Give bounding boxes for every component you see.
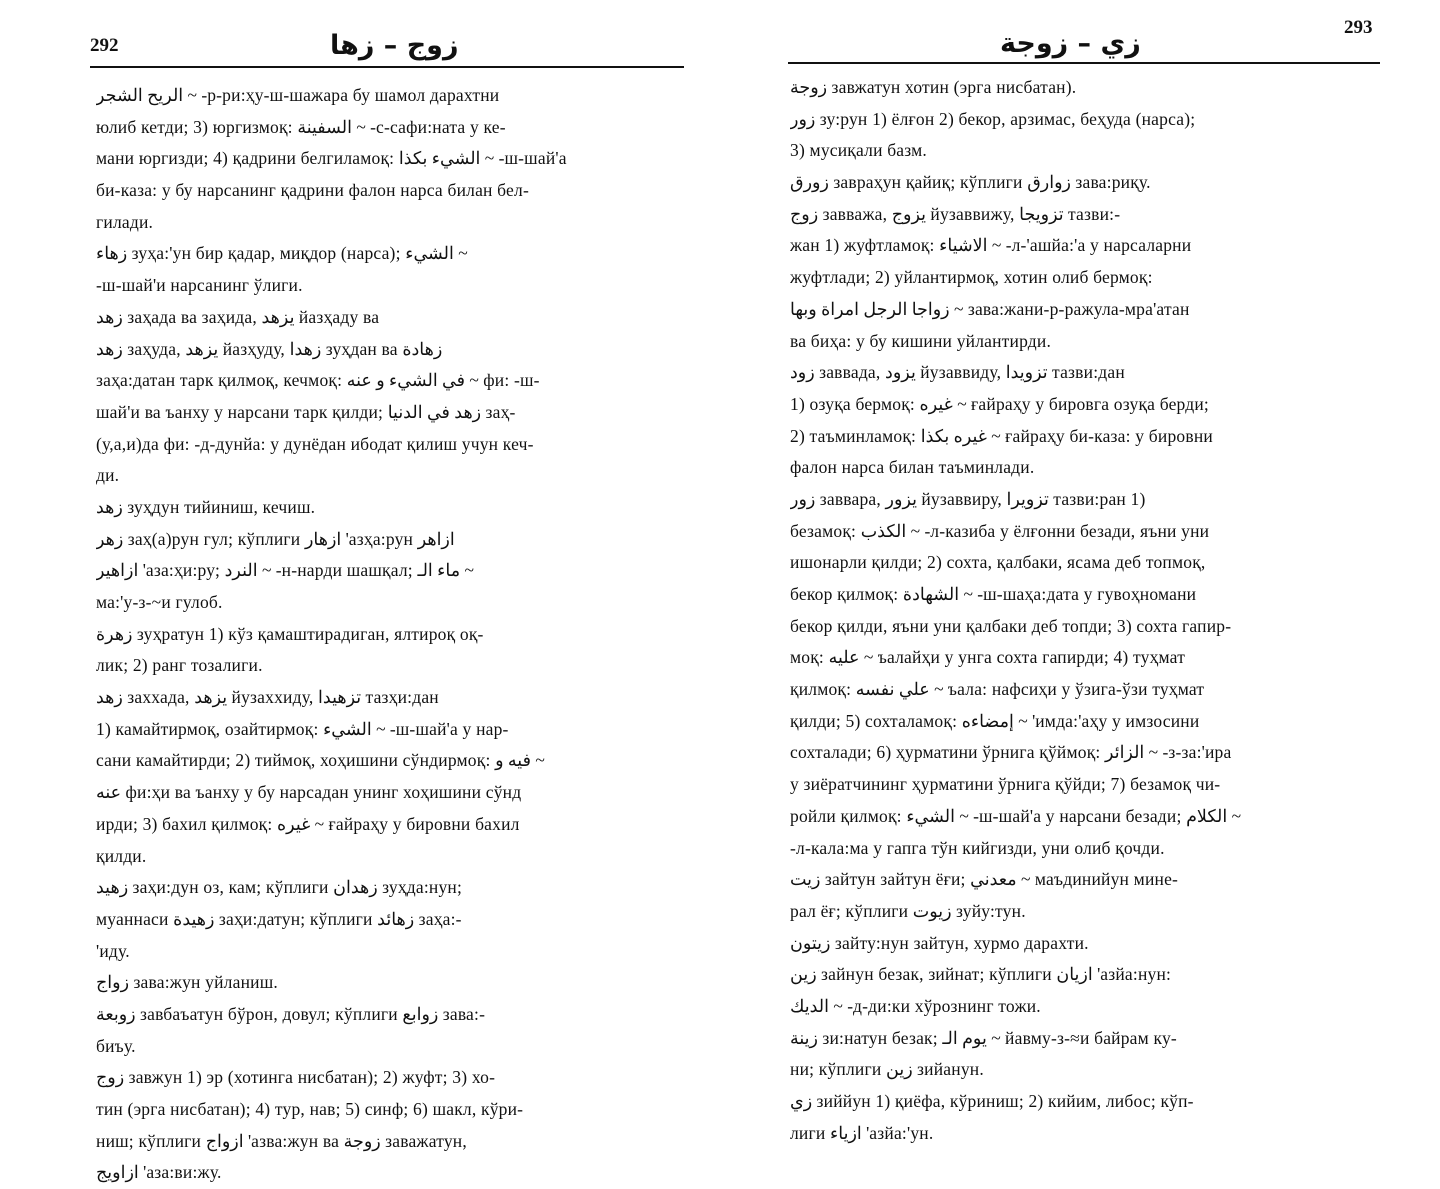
left-page (0, 0, 720, 1183)
left-header-rule (90, 66, 684, 68)
text-line: бекор қилмоқ: الشهادة ~ -ш-шаҳа:дата у гувоҳномани (790, 584, 1197, 604)
text-line: زود заввада, يزود йузаввиду, تزويدا тазви:дан (790, 362, 1125, 383)
right-page (720, 0, 1440, 1143)
text-line: ازاهير 'аза:ҳи:ру; النرد ~ -н-нарди шашқал; ماء الـ ~ (96, 560, 474, 581)
left-header-title: زوج – زها (330, 30, 459, 61)
right-header-title: زي – زوجة (1000, 28, 1141, 59)
text-line: қилмоқ: علي نفسه ~ ъала: нафсиҳи у ўзига-ўзи туҳмат (790, 679, 1205, 700)
text-line: тин (эрга нисбатан); 4) тур, нав; 5) синф; 6) шакл, кўри- (96, 1099, 524, 1119)
text-line: زوبعة завбаъатун бўрон, довул; кўплиги زوابع зава:- (96, 1003, 486, 1024)
text-line: юлиб кетди; 3) юргизмоқ: السفينة ~ -с-сафи:ната у ке- (96, 116, 506, 137)
text-line: қилди. (96, 845, 147, 866)
text-line: زينة зи:натун безак; يوم الـ ~ йавму-з-≈и байрам ку- (790, 1027, 1177, 1048)
text-line: биъу. (96, 1035, 136, 1056)
text-line: -ш-шай'и нарсанинг ўлиги. (96, 275, 303, 296)
text-line: ирди; 3) бахил қилмоқ: غيره ~ ғайраҳу у бировни бахил (96, 813, 520, 834)
text-line: сохталади; 6) ҳурматини ўрнига қўймоқ: الزائر ~ -з-за:'ира (790, 742, 1232, 763)
text-line: زي зиййун 1) қиёфа, кўриниш; 2) кийим, либос; кўп- (790, 1091, 1194, 1111)
right-header-rule (788, 62, 1380, 64)
text-line: 1) озуқа бермоқ: غيره ~ ғайраҳу у бировга озуқа берди; (790, 393, 1209, 414)
text-line: زين зайнун безак, зийнат; кўплиги ازيان 'азйа:нун: (790, 964, 1172, 985)
text-line: زواجا الرجل امراة وبها ~ зава:жани-р-ражула-мра'атан (790, 298, 1190, 319)
text-line: 'иду. (96, 940, 130, 961)
text-line: лик; 2) ранг тозалиги. (96, 655, 263, 676)
text-line: ва биҳа: у бу кишини уйлантирди. (790, 330, 1052, 351)
text-line: زهد заҳада ва заҳида, يزهد йазҳаду ва (96, 306, 380, 327)
left-text-body (96, 80, 684, 1189)
text-line: муаннаси زهيدة заҳи:датун; кўплиги زهائد заҳа:- (96, 908, 462, 929)
text-line: лиги ازياء 'азйа:'ун. (790, 1122, 934, 1143)
text-line: ройли қилмоқ: الشيء ~ -ш-шай'а у нарсани безади; الكلام ~ (790, 805, 1242, 826)
text-line: сани камайтирди; 2) тиймоқ, хоҳишини сўндирмоқ: فيه و ~ (96, 750, 545, 771)
right-text-body (790, 72, 1380, 1149)
text-line: 2) таъминламоқ: غيره بكذا ~ ғайраҳу би-каза: у бировни (790, 425, 1213, 446)
text-line: زهرة зуҳратун 1) кўз қамаштирадиган, ялтироқ оқ- (96, 623, 484, 644)
left-page-number: 292 (90, 35, 119, 56)
text-line: у зиёратчининг ҳурматини ўрнига қўйди; 7) безамоқ чи- (790, 774, 1221, 795)
text-line: ма:'у-з-~и гулоб. (96, 592, 223, 612)
text-line: زهر заҳ(а)рун гул; кўплиги ازهار 'азҳа:рун ازاهر (96, 528, 455, 549)
text-line: زهد заҳуда, يزهد йазҳуду, زهدا зуҳдан ва زهادة (96, 338, 443, 359)
text-line: (у,а,и)да фи: -д-дунйа: у дунёдан ибодат қилиш учун кеч- (96, 433, 534, 454)
text-line: زورق завраҳун қайиқ; кўплиги زوارق зава:риқу. (790, 172, 1151, 193)
text-line: زوج завжун 1) эр (хотинга нисбатан); 2) жуфт; 3) хо- (96, 1067, 496, 1088)
text-line: ни; кўплиги زين зийанун. (790, 1059, 984, 1080)
text-line: мани юргизди; 4) қадрини белгиламоқ: الشيء بكذا ~ -ш-шай'а (96, 148, 567, 169)
text-line: бекор қилди, яъни уни қалбаки деб топди; 3) сохта гапир- (790, 615, 1232, 636)
text-line: الريح الشجر ~ -р-ри:ҳу-ш-шажара бу шамол дарахтни (96, 85, 500, 105)
text-line: ниш; кўплиги ازواج 'азва:жун ва زوجة заважатун, (96, 1130, 467, 1151)
text-line: гилади. (96, 211, 154, 232)
text-line: шай'и ва ъанху у нарсани тарк қилди; زهد في الدنيا заҳ- (96, 401, 516, 422)
text-line: рал ёғ; кўплиги زيوت зуйу:тун. (790, 900, 1026, 921)
text-line: ди. (96, 465, 120, 486)
text-line: ازاويج 'аза:ви:жу. (96, 1162, 222, 1183)
text-line: би-каза: у бу нарсанинг қадрини фалон нарса билан бел- (96, 180, 529, 201)
text-line: моқ: عليه ~ ъалайҳи у унга сохта гапирди; 4) туҳмат (790, 647, 1186, 668)
text-line: -л-кала:ма у гапга тўн кийгизди, уни олиб қочди. (790, 837, 1165, 858)
text-line: фалон нарса билан таъминлади. (790, 457, 1035, 478)
text-line: زهيد заҳи:дун оз, кам; кўплиги زهدان зуҳда:нун; (96, 877, 463, 898)
text-line: жуфтлади; 2) уйлантирмоқ, хотин олиб бермоқ: (790, 267, 1153, 288)
text-line: زور зу:рун 1) ёлғон 2) бекор, арзимас, беҳуда (нарса); (790, 108, 1196, 129)
text-line: زواج зава:жун уйланиш. (96, 972, 278, 993)
text-line: ишонарли қилди; 2) сохта, қалбаки, ясама деб топмоқ, (790, 552, 1206, 573)
text-line: 1) камайтирмоқ, озайтирмоқ: الشيء ~ -ш-шай'а у нар- (96, 718, 509, 739)
text-line: زهد заххада, يزهد йузаххиду, تزهيدا тазҳи:дан (96, 687, 439, 708)
text-line: عنه фи:ҳи ва ъанху у бу нарсадан унинг хоҳишини сўнд (96, 782, 522, 803)
text-line: 3) мусиқали базм. (790, 140, 927, 161)
text-line: безамоқ: الكذب ~ -л-казиба у ёлғонни безади, яъни уни (790, 520, 1210, 541)
right-page-number: 293 (1344, 17, 1373, 38)
text-line: زهد зуҳдун тийиниш, кечиш. (96, 496, 316, 517)
text-line: الديك ~ -д-ди:ки хўрознинг тожи. (790, 995, 1041, 1016)
text-line: қилди; 5) сохталамоқ: إمضاءه ~ 'имда:'аҳу у имзосини (790, 710, 1200, 731)
text-line: زوج завважа, يزوج йузаввижу, تزويجا тазви:- (790, 203, 1121, 224)
text-line: زيتون зайту:нун зайтун, хурмо дарахти. (790, 932, 1089, 953)
text-line: زور заввара, يزور йузаввиру, تزويرا тазви:ран 1) (790, 488, 1146, 509)
text-line: زيت зайтун зайтун ёғи; معدني ~ маъдинийун мине- (790, 869, 1179, 890)
text-line: жан 1) жуфтламоқ: الاشياء ~ -л-'ашйа:'а у нарсаларни (790, 235, 1192, 256)
text-line: заҳа:датан тарк қилмоқ, кечмоқ: في الشيء و عنه ~ фи: -ш- (96, 370, 540, 391)
text-line: زوجة завжатун хотин (эрга нисбатан). (790, 77, 1077, 97)
text-line: زهاء зуҳа:'ун бир қадар, миқдор (нарса); الشيء ~ (96, 243, 468, 264)
